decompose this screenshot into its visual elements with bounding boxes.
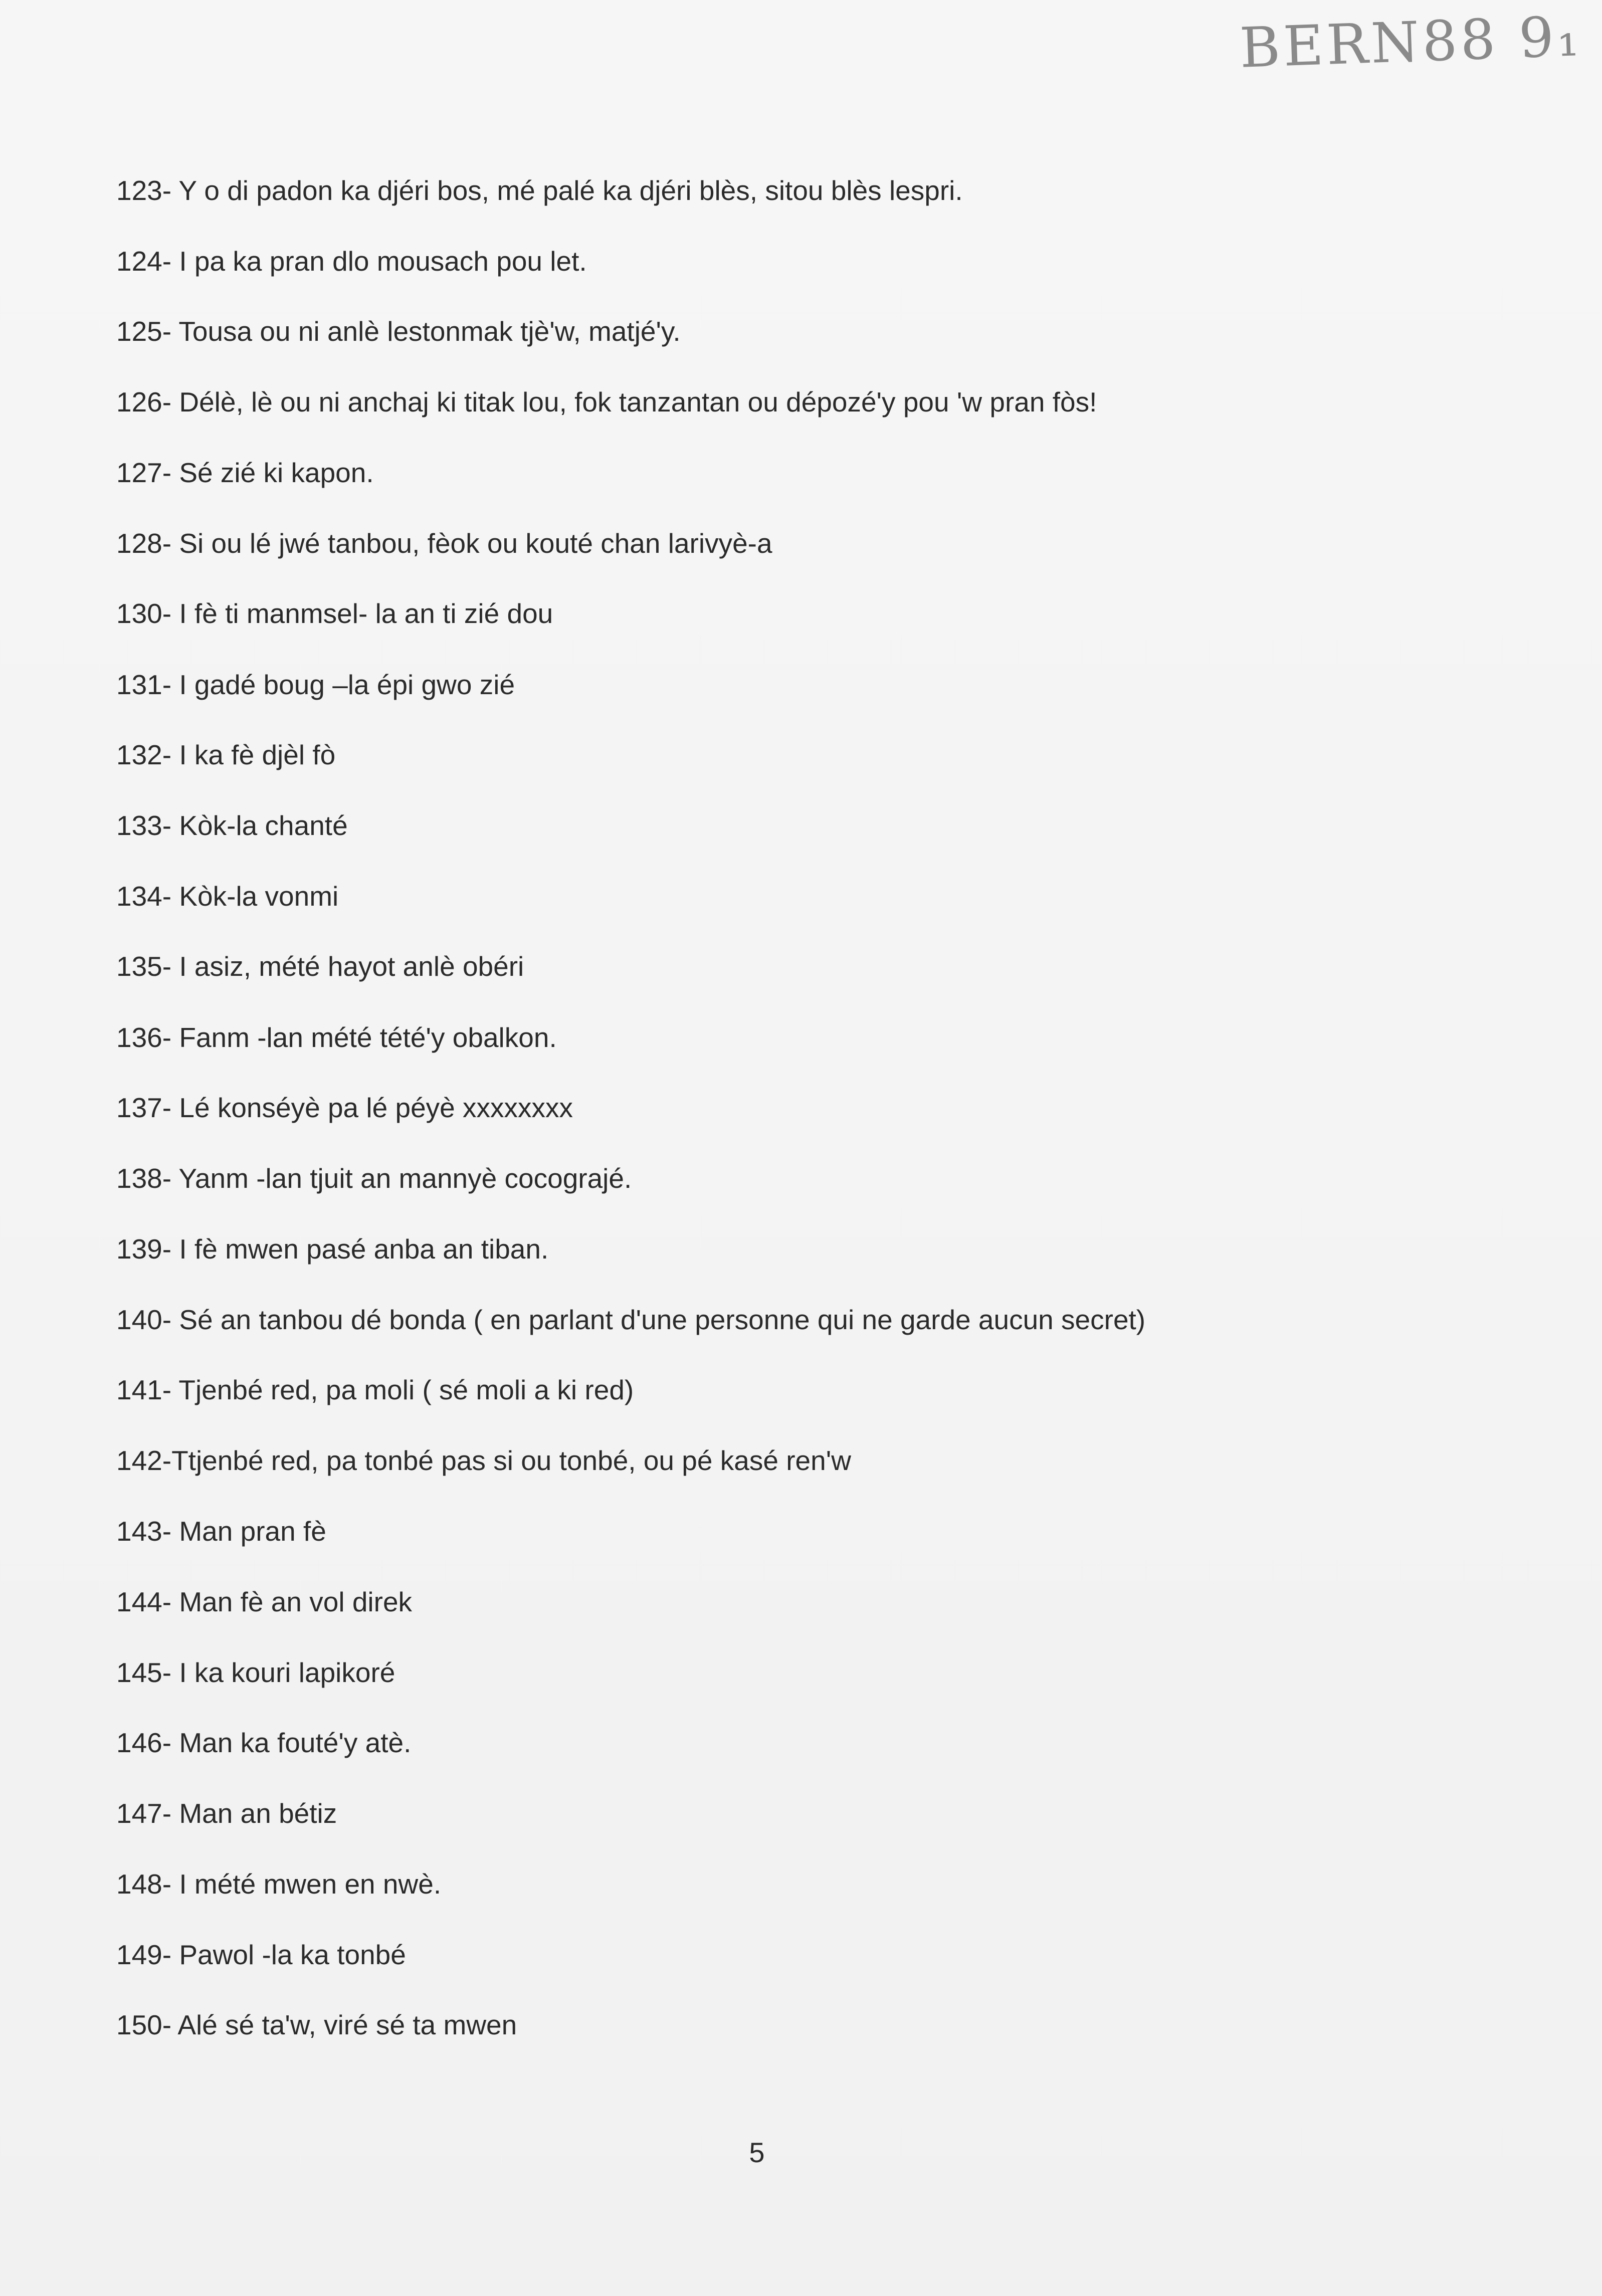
text-line: 139- I fè mwen pasé anba an tiban. xyxy=(116,1233,549,1265)
text-line: 133- Kòk-la chanté xyxy=(116,810,348,841)
text-line: 143- Man pran fè xyxy=(116,1516,326,1547)
text-line: 130- I fè ti manmsel- la an ti zié dou xyxy=(116,598,553,629)
text-line: 141- Tjenbé red, pa moli ( sé moli a ki red) xyxy=(116,1374,634,1405)
text-line: 126- Délè, lè ou ni anchaj ki titak lou, fok tanzantan ou dépozé'y pou 'w pran fòs! xyxy=(116,386,1097,418)
text-line: 134- Kòk-la vonmi xyxy=(116,881,339,912)
text-line: 140- Sé an tanbou dé bonda ( en parlant d'une personne qui ne garde aucun secret) xyxy=(116,1304,1146,1335)
page-number: 5 xyxy=(749,2137,765,2168)
text-line: 142-Ttjenbé red, pa tonbé pas si ou tonbé, ou pé kasé ren'w xyxy=(116,1445,851,1476)
handwritten-annotation: BERN88 9₁ xyxy=(1238,4,1583,80)
text-line: 123- Y o di padon ka djéri bos, mé palé ka djéri blès, sitou blès lespri. xyxy=(116,175,963,206)
text-line: 137- Lé konséyè pa lé péyè xxxxxxxx xyxy=(116,1092,573,1123)
text-line: 135- I asiz, mété hayot anlè obéri xyxy=(116,951,524,982)
text-line: 138- Yanm -lan tjuit an mannyè cocograjé. xyxy=(116,1163,632,1194)
text-line: 124- I pa ka pran dlo mousach pou let. xyxy=(116,246,587,277)
text-line: 145- I ka kouri lapikoré xyxy=(116,1657,395,1688)
text-line: 136- Fanm -lan mété tété'y obalkon. xyxy=(116,1022,557,1053)
text-line: 128- Si ou lé jwé tanbou, fèok ou kouté chan larivyè-a xyxy=(116,528,772,559)
text-line: 149- Pawol -la ka tonbé xyxy=(116,1939,406,1970)
text-line: 148- I mété mwen en nwè. xyxy=(116,1868,442,1900)
text-line: 144- Man fè an vol direk xyxy=(116,1586,413,1617)
text-line: 146- Man ka fouté'y atè. xyxy=(116,1727,412,1758)
text-line: 131- I gadé boug –la épi gwo zié xyxy=(116,669,515,700)
text-line: 127- Sé zié ki kapon. xyxy=(116,457,374,488)
text-line: 125- Tousa ou ni anlè lestonmak tjè'w, matjé'y. xyxy=(116,316,681,347)
text-line: 132- I ka fè djèl fò xyxy=(116,739,336,770)
text-line: 147- Man an bétiz xyxy=(116,1798,337,1829)
text-line: 150- Alé sé ta'w, viré sé ta mwen xyxy=(116,2009,517,2040)
